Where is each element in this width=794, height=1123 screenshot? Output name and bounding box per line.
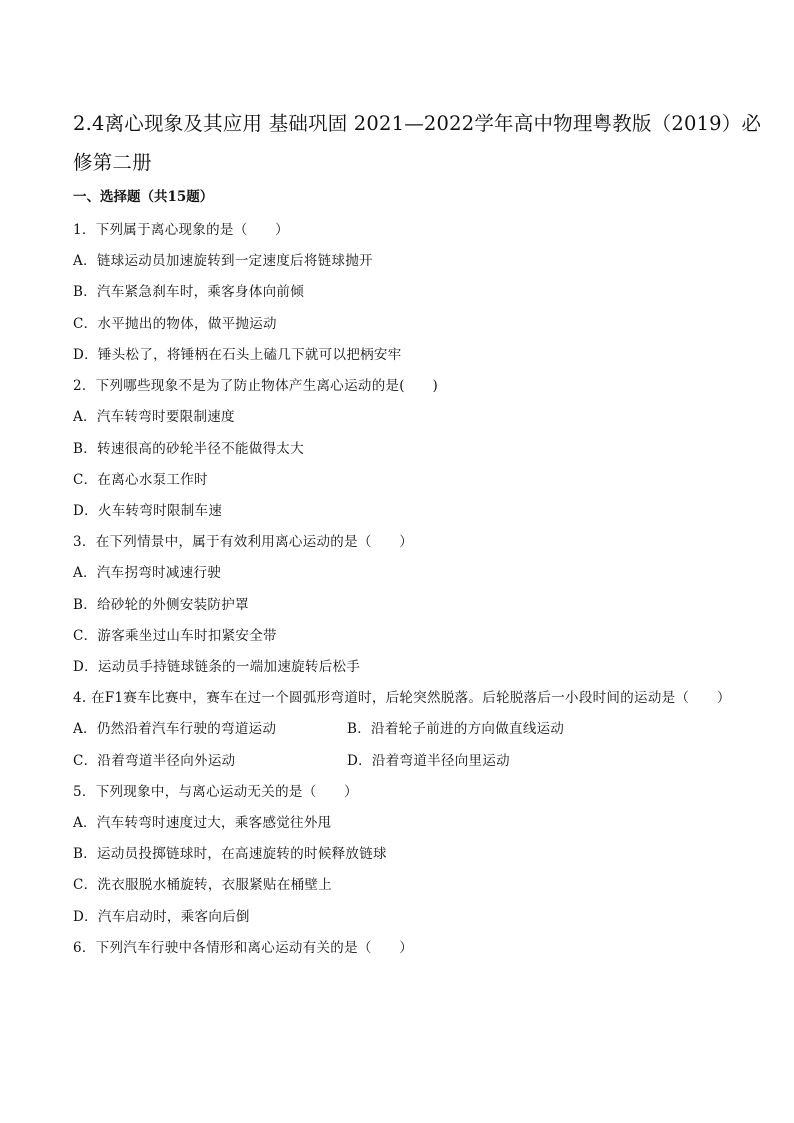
question-3-option-b: B．给砂轮的外侧安装防护罩 (73, 597, 249, 613)
question-2-option-b: B．转速很高的砂轮半径不能做得太大 (73, 441, 305, 457)
question-3-option-a: A．汽车拐弯时减速行驶 (73, 565, 222, 581)
question-5-stem: 5．下列现象中，与离心运动无关的是（ ） (73, 784, 358, 800)
question-1-option-b: B．汽车紧急刹车时，乘客身体向前倾 (73, 284, 305, 300)
question-4-option-b: B．沿着轮子前进的方向做直线运动 (347, 721, 565, 737)
question-5-option-b: B．运动员投掷链球时，在高速旋转的时候释放链球 (73, 846, 387, 862)
question-4-option-a: A．仍然沿着汽车行驶的弯道运动 (73, 721, 277, 737)
question-3-option-c: C．游客乘坐过山车时扣紧安全带 (73, 628, 277, 644)
question-1-option-c: C．水平抛出的物体，做平抛运动 (73, 316, 277, 332)
question-3-stem: 3．在下列情景中，属于有效利用离心运动的是（ ） (73, 534, 414, 550)
question-2-option-d: D．火车转弯时限制车速 (73, 503, 223, 519)
question-3-option-d: D．运动员手持链球链条的一端加速旋转后松手 (73, 659, 361, 675)
question-6-stem: 6．下列汽车行驶中各情形和离心运动有关的是（ ） (73, 940, 414, 956)
question-5-option-a: A．汽车转弯时速度过大，乘客感觉往外甩 (73, 815, 332, 831)
section-heading: 一、选择题（共15题） (73, 189, 214, 205)
question-2-stem: 2．下列哪些现象不是为了防止物体产生离心运动的是( ) (73, 378, 439, 394)
question-1-option-d: D．锤头松了，将锤柄在石头上磕几下就可以把柄安牢 (73, 347, 402, 363)
question-4-option-d: D．沿着弯道半径向里运动 (347, 753, 510, 769)
question-2-option-a: A．汽车转弯时要限制速度 (73, 409, 235, 425)
question-1-stem: 1．下列属于离心现象的是（ ） (73, 222, 289, 238)
question-5-option-c: C．洗衣服脱水桶旋转，衣服紧贴在桶壁上 (73, 877, 333, 893)
question-1-option-a: A．链球运动员加速旋转到一定速度后将链球抛开 (73, 253, 373, 269)
question-2-option-c: C．在离心水泵工作时 (73, 472, 208, 488)
question-4-stem: 4. 在F1赛车比赛中，赛车在过一个圆弧形弯道时，后轮突然脱落。后轮脱落后一小段时间的运动是（ ） (73, 690, 731, 706)
document-title: 2.4离心现象及其应用 基础巩固 2021—2022学年高中物理粤教版（2019）必修第二册 (73, 112, 762, 174)
question-5-option-d: D．汽车启动时，乘客向后倒 (73, 909, 250, 925)
question-4-option-c: C．沿着弯道半径向外运动 (73, 753, 236, 769)
